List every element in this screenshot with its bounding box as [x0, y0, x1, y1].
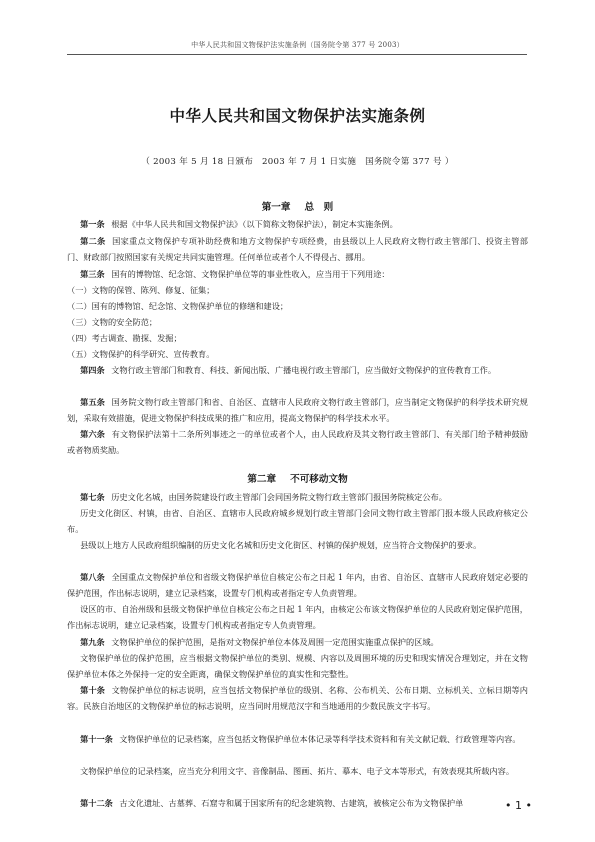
article-number: 第十二条: [80, 798, 113, 808]
chapter-number: 第二章: [247, 474, 277, 485]
article-text: 文物保护单位的记录档案，应当充分利用文字、音像制品、图画、拓片、摹本、电子文本等形式，有效表现其所载内容。: [80, 766, 515, 776]
article-paragraph: [67, 795, 497, 811]
article-text: 设区的市、自治州级和县级文物保护单位自核定公布之日起 1 年内，由核定公布该文物保护单位的人民政府划定保护范围，作出标志说明，建立记录档案，设置专门机构或者指定专人负责管理。: [67, 604, 528, 631]
list-item-text: （一）文物的保管、陈列、修复、征集；: [67, 285, 215, 295]
article-text: 国有的博物馆、纪念馆、文物保护单位等的事业性收入，应当用于下列用途：: [111, 269, 390, 279]
article-text: 历史文化街区、村镇，由省、自治区、直辖市人民政府城乡规划行政主管部门会同文物行政主管部门报本级人民政府核定公布。: [67, 508, 528, 535]
list-item: [67, 298, 528, 314]
article-number: 第一条: [80, 219, 105, 229]
article-text: 国务院文物行政主管部门和省、自治区、直辖市人民政府文物行政主管部门，应当制定文物保护的科学技术研究规划，采取有效措施，促进文物保护科技成果的推广和应用，提高文物保护的科学技术水平。: [67, 397, 528, 424]
list-item: [67, 346, 528, 362]
list-item-text: （二）国有的博物馆、纪念馆、文物保护单位的修缮和建设；: [67, 301, 289, 311]
article-text: 全国重点文物保护单位和省级文物保护单位自核定公布之日起 1 年内，由省、自治区、直辖市人民政府划定必要的保护范围，作出标志说明，建立记录档案，设置专门机构或者指定专人负责管理。: [67, 572, 528, 599]
article-text: 历史文化名城，由国务院建设行政主管部门会同国务院文物行政主管部门报国务院核定公布。: [111, 492, 447, 502]
article-number: 第十条: [80, 685, 106, 695]
article-number: 第八条: [80, 572, 105, 582]
article-number: 第九条: [80, 637, 105, 647]
article-text: 文物保护单位的标志说明，应当包括文物保护单位的级别、名称、公布机关、公布日期、立标机关、立标日期等内容。民族自治地区的文物保护单位的标志说明，应当同时用规范汉字和当地通用的少数民族文字书写。: [67, 685, 528, 712]
article-number: 第五条: [80, 397, 106, 407]
article-paragraph: [67, 682, 528, 714]
list-item: [67, 282, 528, 298]
list-item-text: （四）考古调查、勘探、发掘；: [67, 333, 182, 343]
list-item: [67, 330, 528, 346]
chapter-title: 总 则: [304, 202, 334, 213]
article-text: 文物保护单位的保护范围，应当根据文物保护单位的类别、规模、内容以及周围环境的历史和现实情况合理划定，并在文物保护单位本体之外保持一定的安全距离，确保文物保护单位的真实性和完整性。: [67, 653, 528, 680]
article-text: 国家重点文物保护专项补助经费和地方文物保护专项经费，由县级以上人民政府文物行政主管部门、投资主管部门、财政部门按照国家有关规定共同实施管理。任何单位或者个人不得侵占、挪用。: [67, 236, 528, 263]
article-number: 第六条: [80, 429, 106, 439]
article-text: 文物保护单位的保护范围，是指对文物保护单位本体及周围一定范围实施重点保护的区域。: [111, 637, 439, 647]
article-text: 有文物保护法第十二条所列事迹之一的单位或者个人，由人民政府及其文物行政主管部门、有关部门给予精神鼓励或者物质奖励。: [67, 429, 528, 456]
article-paragraph: [67, 537, 528, 553]
header-rule: [67, 54, 527, 55]
chapter-heading-2: [0, 471, 595, 485]
chapter-number: 第一章: [261, 202, 291, 213]
article-text: 古文化遗址、古墓葬、石窟寺和属于国家所有的纪念建筑物、古建筑，被核定公布为文物保护单: [119, 798, 464, 808]
document-subtitle: （ 2003 年 5 月 18 日颁布 2003 年 7 月 1 日实施 国务院令第 377 号 ）: [141, 157, 454, 167]
article-paragraph: [67, 362, 528, 378]
article-text: 县级以上地方人民政府组织编制的历史文化名城和历史文化街区、村镇的保护规划，应当符合文物保护的要求。: [80, 540, 482, 550]
list-item-text: （三）文物的安全防范；: [67, 317, 158, 327]
article-text: 文物保护单位的记录档案，应当包括文物保护单位本体记录等科学技术资料和有关文献记载、行政管理等内容。: [119, 734, 521, 744]
running-header: 中华人民共和国文物保护法实施条例（国务院令第 377 号 2003）: [191, 41, 404, 49]
chapter-title: 不可移动文物: [290, 474, 348, 485]
list-item: [67, 314, 528, 330]
page-number: • 1 •: [505, 799, 532, 812]
document-title: 中华人民共和国文物保护法实施条例: [169, 107, 426, 125]
article-paragraph: [67, 426, 528, 458]
article-text: 文物行政主管部门和教育、科技、新闻出版、广播电视行政主管部门，应当做好文物保护的宣传教育工作。: [111, 365, 497, 375]
article-paragraph: [67, 731, 528, 747]
article-paragraph: [67, 601, 528, 633]
article-paragraph: [67, 650, 528, 682]
article-number: 第七条: [80, 492, 105, 502]
article-number: 第四条: [80, 365, 105, 375]
article-paragraph: [67, 634, 528, 650]
article-paragraph: [67, 216, 528, 232]
article-number: 第三条: [80, 269, 105, 279]
article-paragraph: [67, 763, 528, 779]
list-item-text: （五）文物保护的科学研究、宣传教育。: [67, 349, 215, 359]
article-paragraph: [67, 569, 528, 601]
article-number: 第十一条: [80, 734, 113, 744]
article-paragraph: [67, 394, 528, 426]
chapter-heading-1: [0, 199, 595, 213]
article-number: 第二条: [80, 236, 106, 246]
article-paragraph: [67, 489, 528, 505]
article-paragraph: [67, 266, 528, 282]
article-paragraph: [67, 505, 528, 537]
article-text: 根据《中华人民共和国文物保护法》（以下简称文物保护法），制定本实施条例。: [111, 219, 398, 229]
article-paragraph: [67, 233, 528, 265]
